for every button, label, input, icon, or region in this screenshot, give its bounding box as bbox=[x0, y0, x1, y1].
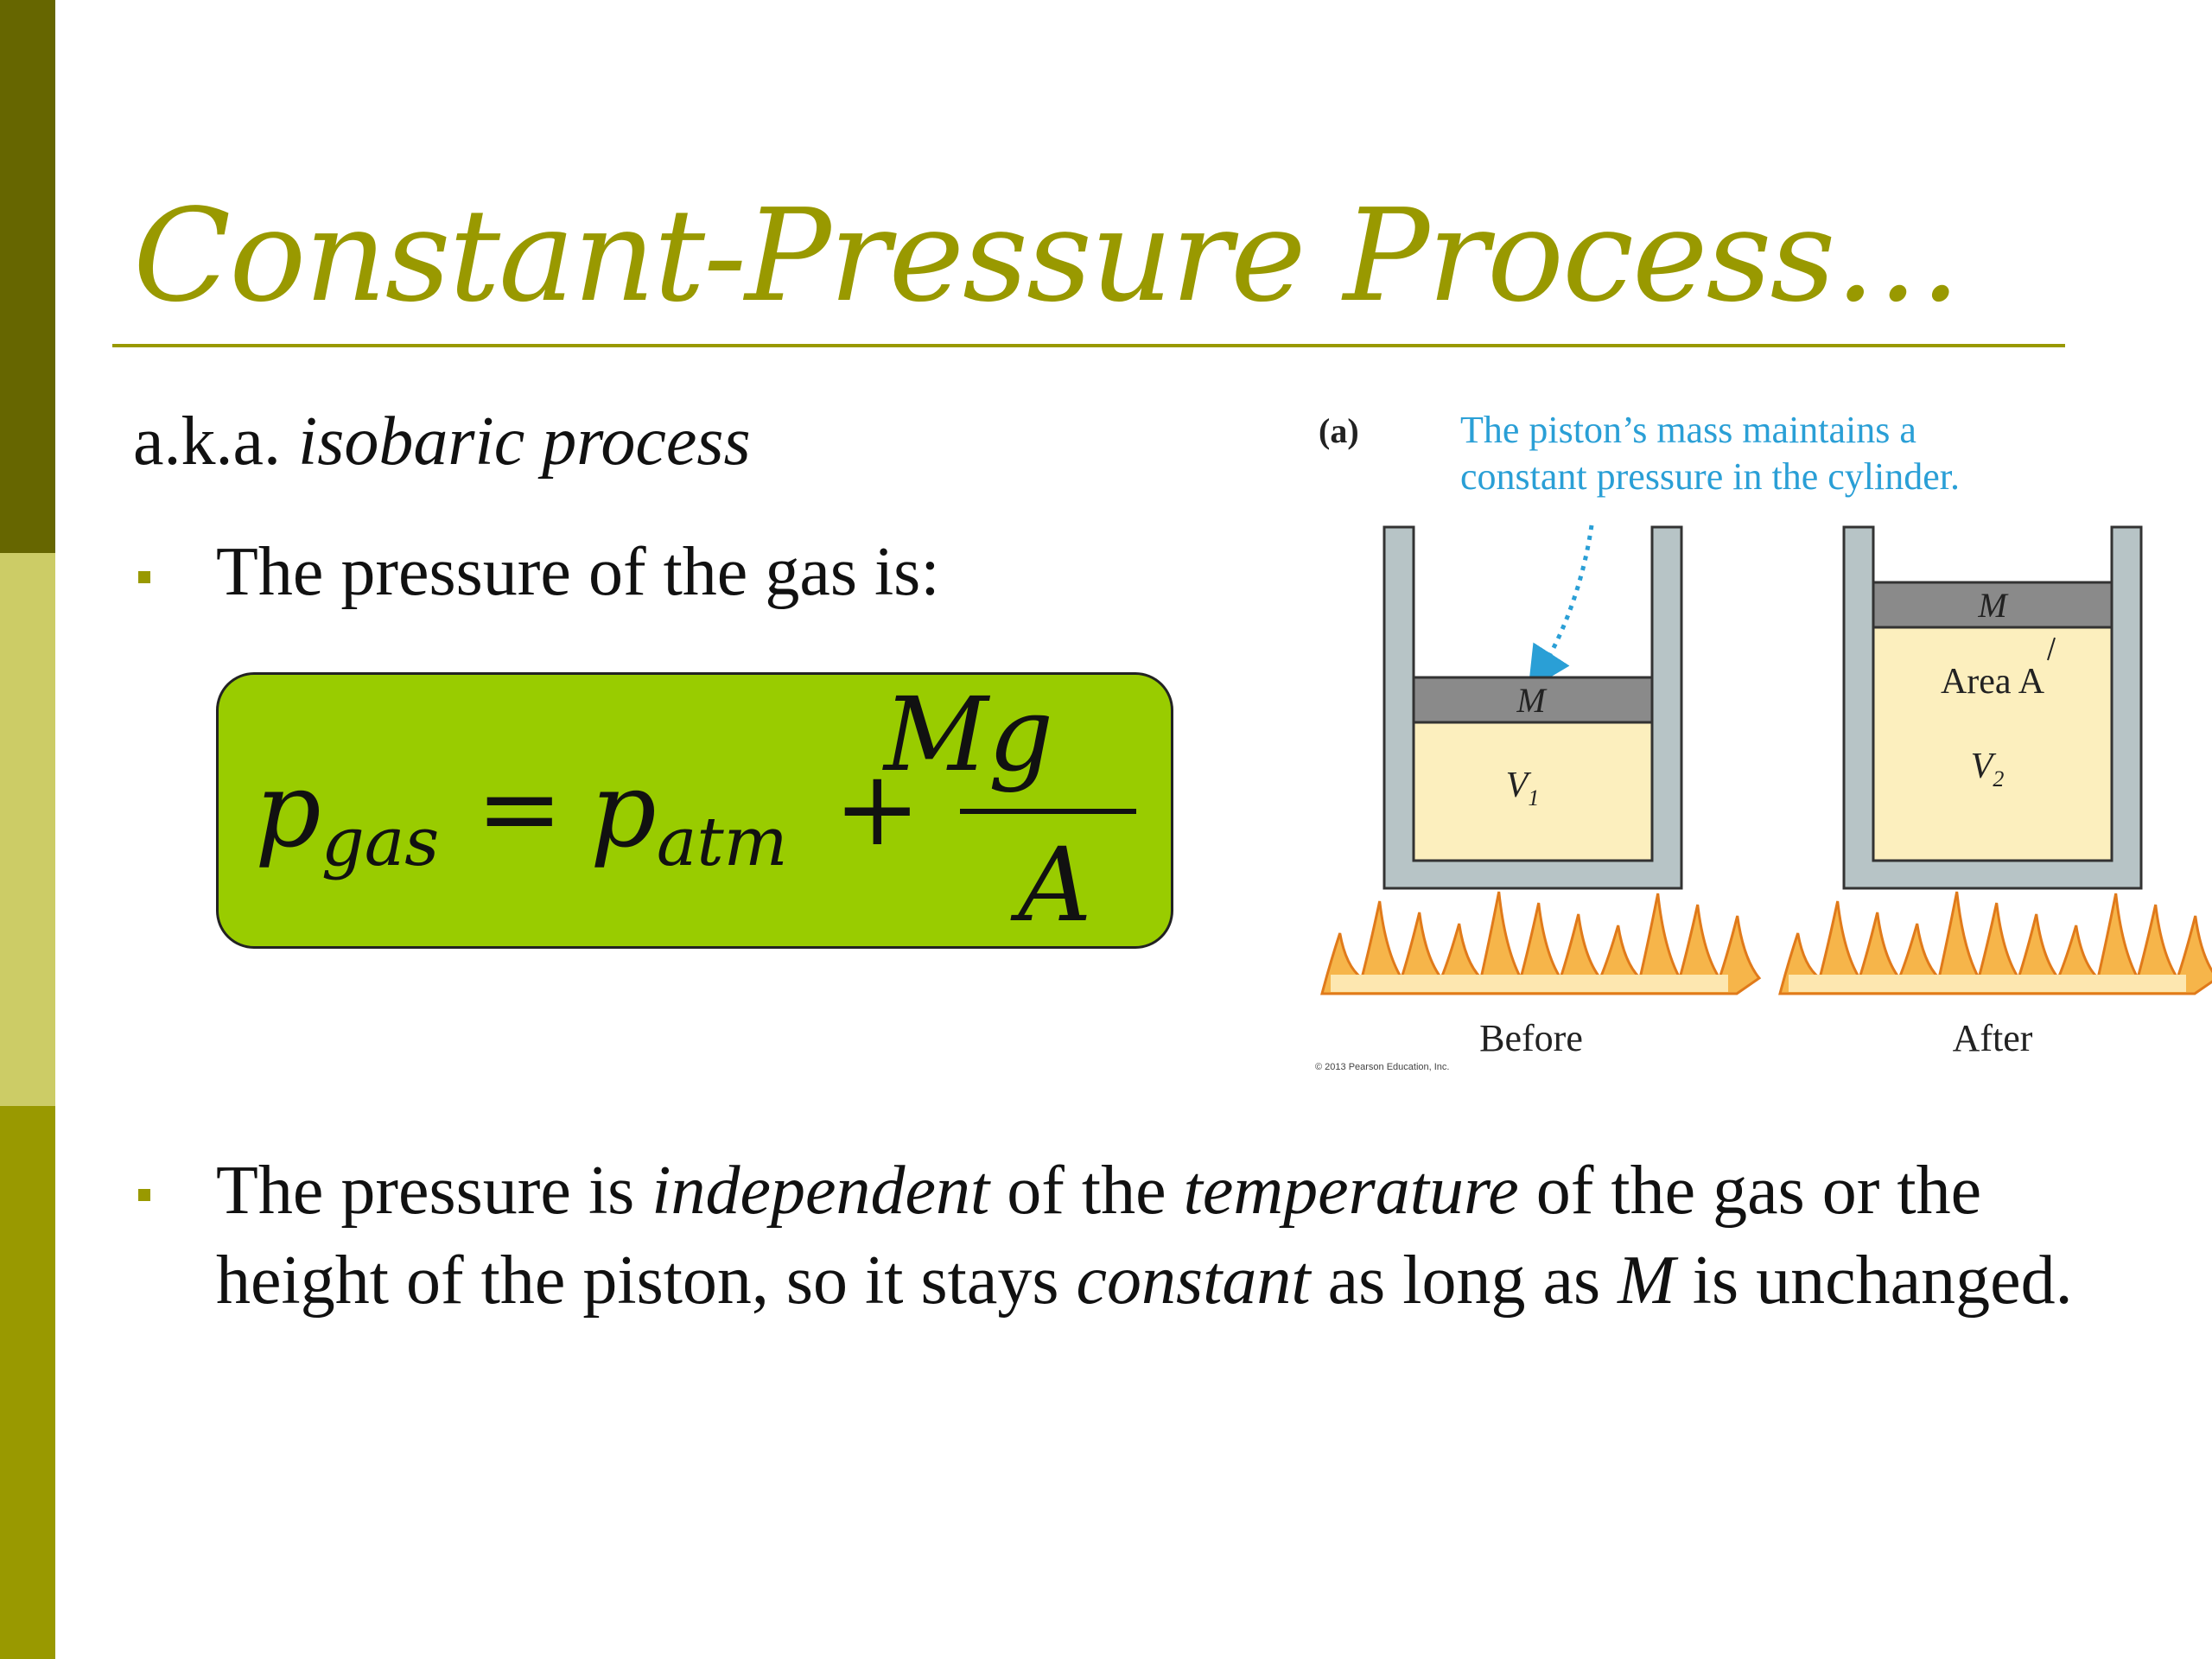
mass-label-after: M bbox=[1978, 586, 2007, 625]
caption-line-1: The piston’s mass maintains a bbox=[1460, 409, 1916, 451]
formula-box bbox=[216, 672, 1173, 949]
formula-p-gas: pgas bbox=[255, 751, 440, 881]
fraction-bar bbox=[960, 809, 1136, 814]
caption-line-2: constant pressure in the cylinder. bbox=[1460, 455, 1960, 498]
piston-figure bbox=[1296, 397, 2212, 1089]
bullet-marker bbox=[138, 1189, 150, 1201]
aka-term: isobaric process bbox=[298, 404, 751, 480]
bullet-marker bbox=[138, 571, 150, 583]
accent-bar-top bbox=[0, 0, 55, 553]
flames-after bbox=[1780, 892, 2212, 994]
formula-plus: + bbox=[834, 749, 921, 869]
formula-p-atm: patm bbox=[590, 751, 788, 881]
bullet-pressure-of-gas: The pressure of the gas is: bbox=[216, 534, 940, 610]
flames-before bbox=[1322, 892, 1759, 994]
panel-label: (a) bbox=[1319, 411, 1359, 450]
volume-label-after: $V_2$ bbox=[1970, 747, 2005, 791]
accent-bar-bottom bbox=[0, 1106, 55, 1659]
accent-bar-middle bbox=[0, 553, 55, 1106]
flame-glow bbox=[1789, 975, 2186, 992]
formula-numerator: Mg bbox=[883, 675, 1054, 794]
aka-line bbox=[133, 403, 751, 481]
flame-glow bbox=[1331, 975, 1728, 992]
cylinder-before bbox=[1384, 527, 1681, 888]
cylinder-after bbox=[1844, 527, 2141, 888]
mass-label-before: M bbox=[1516, 681, 1546, 720]
copyright-notice: © 2013 Pearson Education, Inc. bbox=[1315, 1062, 1450, 1072]
area-label: Area A bbox=[1940, 662, 2045, 702]
pressure-formula bbox=[219, 675, 1176, 951]
caption-arrow bbox=[1540, 525, 1592, 672]
after-label: After bbox=[1952, 1017, 2033, 1059]
formula-equals: = bbox=[476, 749, 563, 869]
before-label: Before bbox=[1479, 1017, 1583, 1059]
aka-prefix: a.k.a. bbox=[133, 404, 282, 480]
slide-title: Constant-Pressure Process… bbox=[133, 181, 1961, 330]
title-underline bbox=[112, 344, 2065, 347]
formula-denominator: A bbox=[1018, 825, 1092, 944]
volume-label-before: $V_1$ bbox=[1505, 766, 1540, 810]
bullet-pressure-independent: The pressure is independent of the temperature of the gas or the height of the piston, so it stays constant as long as M is unchanged. bbox=[216, 1153, 2073, 1319]
